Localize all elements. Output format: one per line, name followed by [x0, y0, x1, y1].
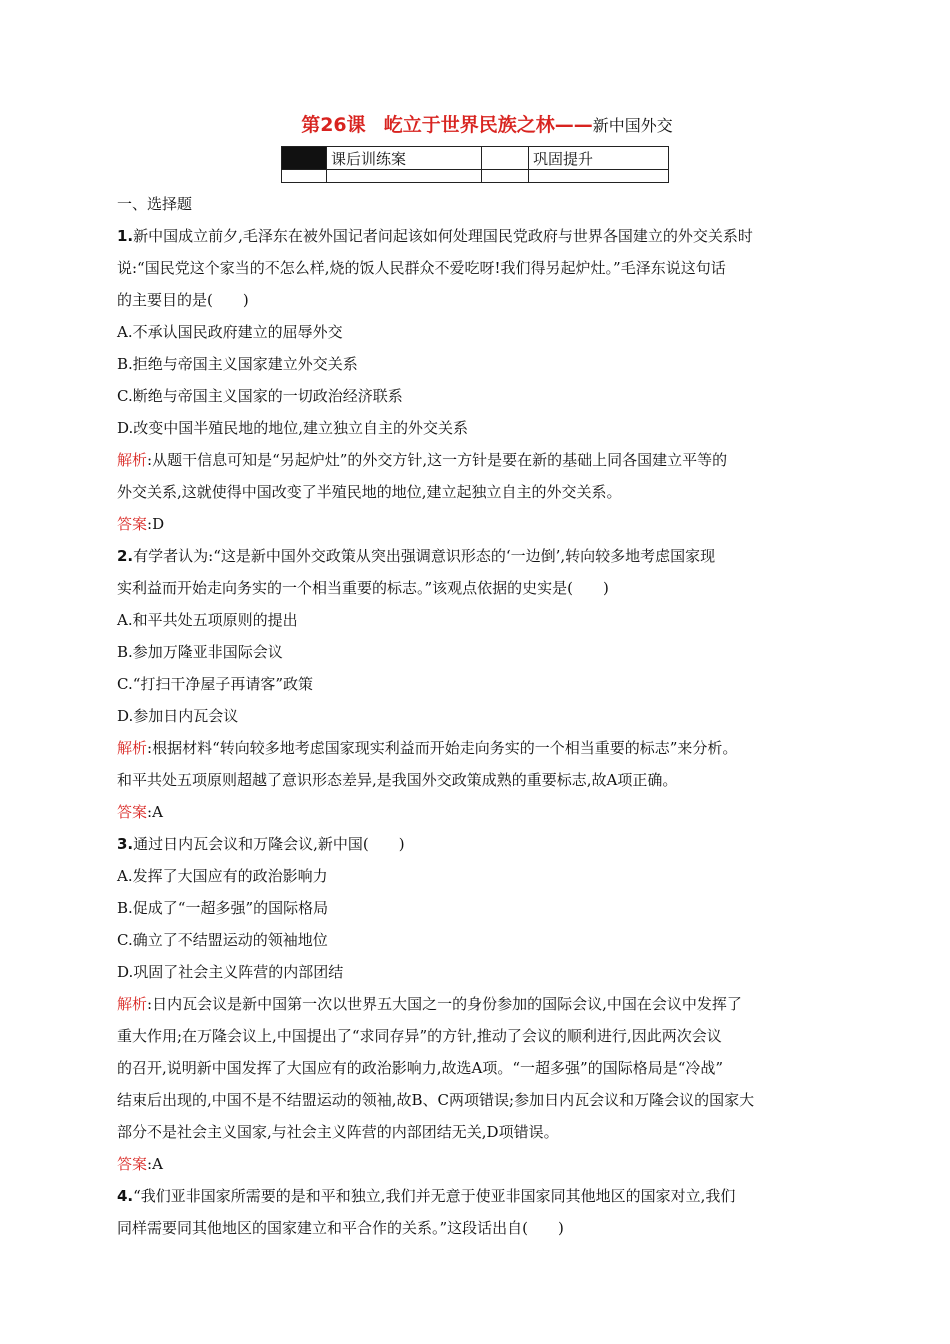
ribbon-cell [529, 170, 669, 183]
question-stem-line [117, 1212, 837, 1244]
analysis-line [117, 1020, 837, 1052]
ribbon-cell [327, 170, 482, 183]
document-page [117, 112, 837, 1237]
answer-option: D.改变中国半殖民地的地位,建立独立自主的外交关系 [117, 419, 469, 437]
section-ribbon [281, 146, 669, 183]
question-number: 2. [117, 547, 134, 565]
answer-option: B.参加万隆亚非国际会议 [117, 643, 283, 661]
page-title [137, 112, 837, 139]
analysis-line [117, 1084, 837, 1116]
ribbon-cell [482, 170, 529, 183]
section-heading: 一、选择题 [117, 195, 193, 213]
answer-label: 答案 [117, 515, 148, 533]
lesson-title: 屹立于世界民族之林—— [383, 114, 593, 136]
question-stem-line [117, 284, 837, 316]
question-stem-line [117, 1180, 837, 1212]
question-stem-text: 说:“国民党这个家当的不怎么样,烧的饭人民群众不爱吃呀!我们得另起炉灶。”毛泽东说这句话 [117, 259, 726, 277]
question-item [117, 220, 837, 540]
answer-option: C.“打扫干净屋子再请客”政策 [117, 675, 314, 693]
analysis-text: 结束后出现的,中国不是不结盟运动的领袖,故B、C两项错误;参加日内瓦会议和万隆会议的国家大 [117, 1091, 755, 1109]
analysis-label: 解析 [117, 451, 148, 469]
analysis-line [117, 988, 837, 1020]
lesson-number: 第26课 [301, 114, 366, 136]
ribbon-spacer [482, 147, 529, 170]
analysis-text: 和平共处五项原则超越了意识形态差异,是我国外交政策成熟的重要标志,故A项正确。 [117, 771, 678, 789]
analysis-line [117, 1052, 837, 1084]
question-item [117, 1180, 837, 1244]
question-stem-line [117, 540, 837, 572]
answer-option: B.拒绝与帝国主义国家建立外交关系 [117, 355, 358, 373]
analysis-text: 部分不是社会主义国家,与社会主义阵营的内部团结无关,D项错误。 [117, 1123, 559, 1141]
answer-option: A.和平共处五项原则的提出 [117, 611, 298, 629]
analysis-line [117, 732, 837, 764]
question-stem-text: 有学者认为:“这是新中国外交政策从突出强调意识形态的‘一边倒’,转向较多地考虑国家现 [133, 547, 716, 565]
analysis-line [117, 1116, 837, 1148]
answer-value: :A [147, 803, 163, 821]
question-stem-line [117, 572, 837, 604]
ribbon-label-left: 课后训练案 [327, 147, 482, 170]
answer-line [117, 1148, 837, 1180]
answer-option: A.发挥了大国应有的政治影响力 [117, 867, 328, 885]
answer-value: :A [147, 1155, 163, 1173]
question-stem-text: “我们亚非国家所需要的是和平和独立,我们并无意于使亚非国家同其他地区的国家对立,我们 [133, 1187, 736, 1205]
answer-option: B.促成了“一超多强”的国际格局 [117, 899, 329, 917]
question-stem-line [117, 828, 837, 860]
ribbon-label-right: 巩固提升 [529, 147, 669, 170]
analysis-label: 解析 [117, 739, 148, 757]
answer-line [117, 796, 837, 828]
analysis-text: 重大作用;在万隆会议上,中国提出了“求同存异”的方针,推动了会议的顺利进行,因此两次会议 [117, 1027, 722, 1045]
lesson-subtitle: 新中国外交 [592, 116, 673, 135]
analysis-text: :根据材料“转向较多地考虑国家现实利益而开始走向务实的一个相当重要的标志”来分析。 [147, 739, 738, 757]
exercise-content [117, 188, 837, 1244]
question-stem-text: 同样需要同其他地区的国家建立和平合作的关系。”这段话出自( ) [117, 1219, 564, 1237]
answer-option: C.确立了不结盟运动的领袖地位 [117, 931, 328, 949]
answer-value: :D [147, 515, 165, 533]
answer-option: C.断绝与帝国主义国家的一切政治经济联系 [117, 387, 403, 405]
question-item [117, 540, 837, 828]
answer-line [117, 508, 837, 540]
question-stem-text: 的主要目的是( ) [117, 291, 249, 309]
question-stem-text: 新中国成立前夕,毛泽东在被外国记者问起该如何处理国民党政府与世界各国建立的外交关系时 [133, 227, 753, 245]
answer-label: 答案 [117, 1155, 148, 1173]
analysis-line [117, 476, 837, 508]
answer-option: A.不承认国民政府建立的屈辱外交 [117, 323, 343, 341]
question-number: 1. [117, 227, 134, 245]
analysis-line [117, 444, 837, 476]
analysis-text: 的召开,说明新中国发挥了大国应有的政治影响力,故选A项。“一超多强”的国际格局是“冷战” [117, 1059, 724, 1077]
ribbon-cell [282, 170, 327, 183]
analysis-text: 外交关系,这就使得中国改变了半殖民地的地位,建立起独立自主的外交关系。 [117, 483, 622, 501]
question-item [117, 828, 837, 1180]
ribbon-dark-cell [282, 147, 327, 170]
answer-option: D.参加日内瓦会议 [117, 707, 239, 725]
question-stem-line [117, 252, 837, 284]
analysis-label: 解析 [117, 995, 148, 1013]
answer-option: D.巩固了社会主义阵营的内部团结 [117, 963, 344, 981]
answer-label: 答案 [117, 803, 148, 821]
analysis-line [117, 764, 837, 796]
question-list [117, 220, 837, 1244]
question-stem-line [117, 220, 837, 252]
question-stem-text: 通过日内瓦会议和万隆会议,新中国( ) [133, 835, 405, 853]
question-number: 3. [117, 835, 134, 853]
analysis-text: :日内瓦会议是新中国第一次以世界五大国之一的身份参加的国际会议,中国在会议中发挥了 [147, 995, 742, 1013]
question-stem-text: 实利益而开始走向务实的一个相当重要的标志。”该观点依据的史实是( ) [117, 579, 609, 597]
question-number: 4. [117, 1187, 134, 1205]
analysis-text: :从题干信息可知是“另起炉灶”的外交方针,这一方针是要在新的基础上同各国建立平等的 [147, 451, 728, 469]
